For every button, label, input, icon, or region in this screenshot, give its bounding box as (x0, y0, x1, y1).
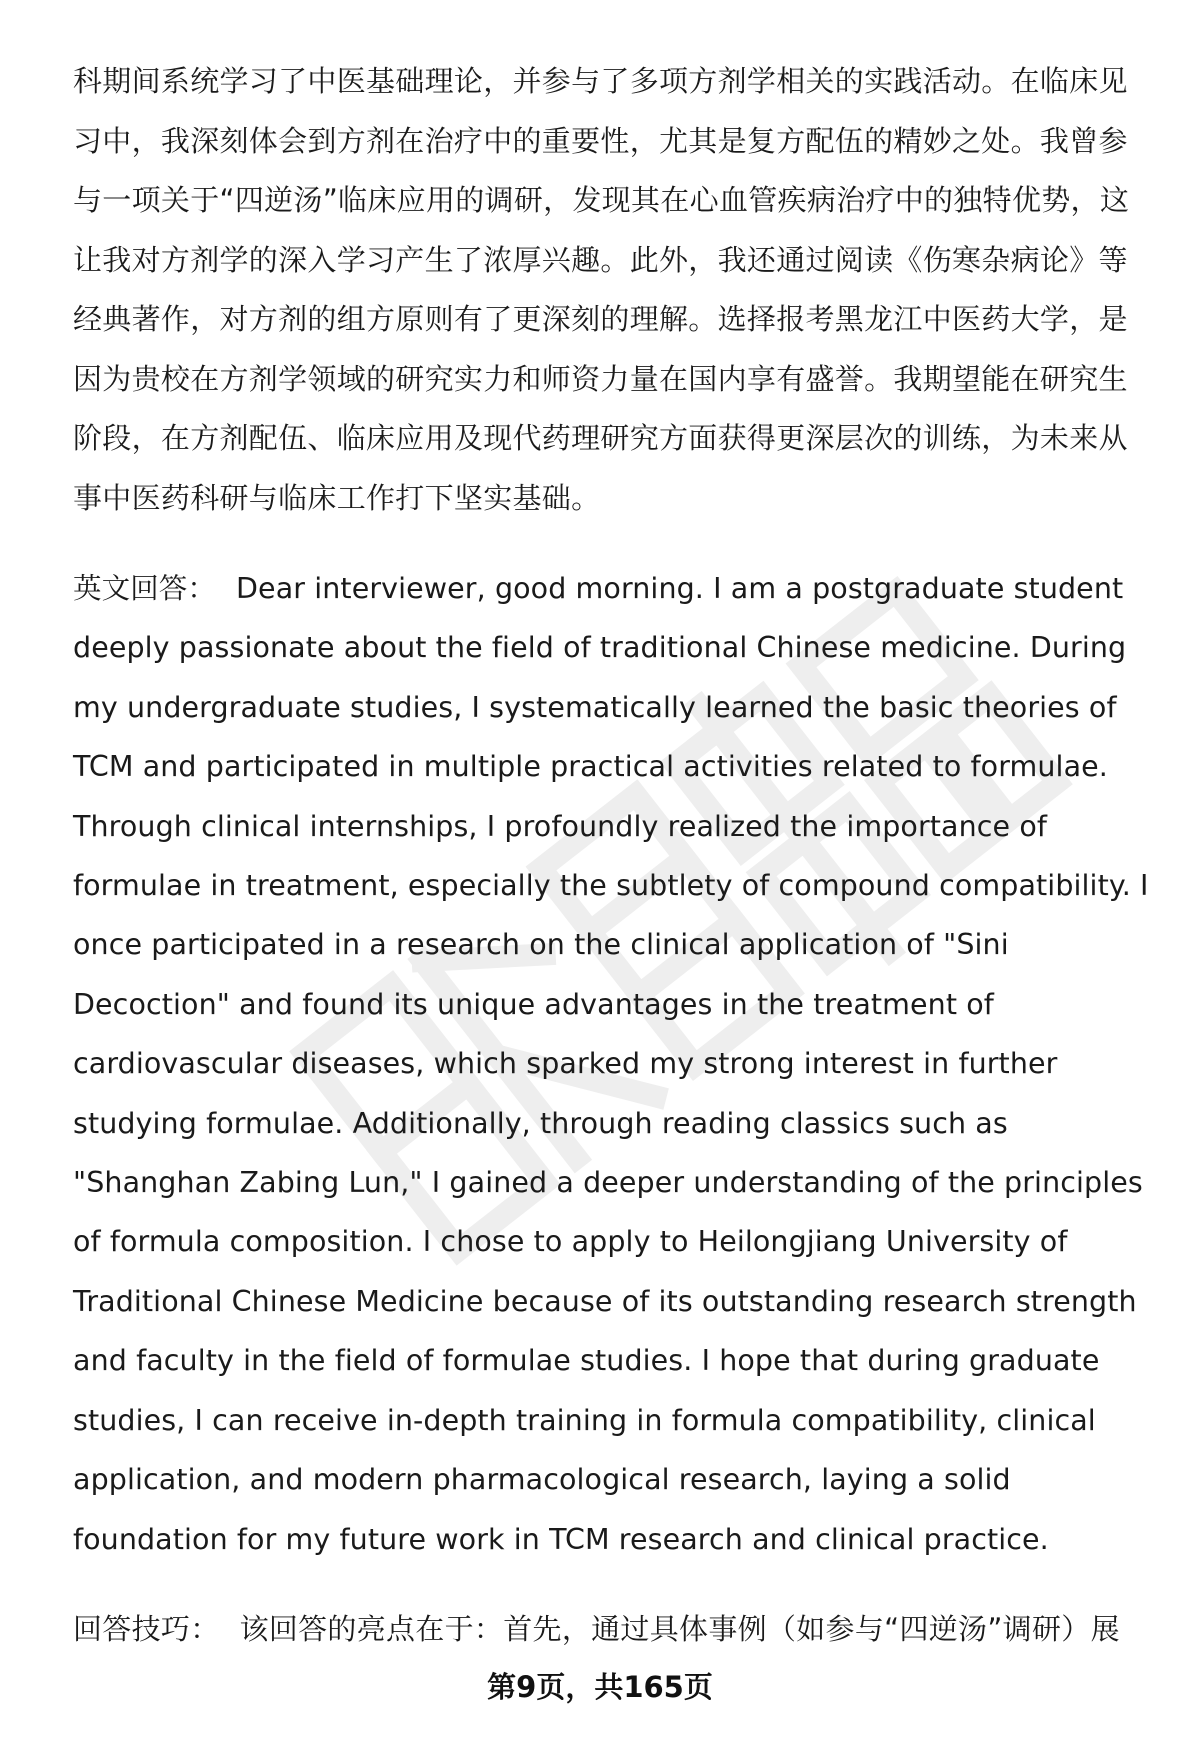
english-answer-text: Dear interviewer, good morning. I am a postgraduate student deeply passionate about the field of traditional Chinese medicine. During my undergraduate studies, I systematically learned the basic theories of TCM and participated in multiple practical activities related to formulae. Through clinical internships, I profoundly realized the importance of formulae in treatment, especially the subtlety of compound compatibility. I once participated in a research on the clinical application of "Sini Decoction" and found its unique advantages in the treatment of cardiovascular diseases, which sparked my strong interest in further studying formulae. Additionally, through reading classics such as "Shanghan Zabing Lun," I gained a deeper understanding of the principles of formula composition. I chose to apply to Heilongjiang University of Traditional Chinese Medicine because of its outstanding research strength and faculty in the field of formulae studies. I hope that during graduate studies, I can receive in-depth training in formula compatibility, clinical application, and modern pharmacological research, laying a solid foundation for my future work in TCM research and clinical practice. (73, 572, 1149, 1556)
answer-tips-label: 回答技巧： (73, 1611, 220, 1646)
chinese-paragraph: 科期间系统学习了中医基础理论，并参与了多项方剂学相关的实践活动。在临床见习中，我深刻体会到方剂在治疗中的重要性，尤其是复方配伍的精妙之处。我曾参与一项关于“四逆汤”临床应用的调研，发现其在心血管疾病治疗中的独特优势，这让我对方剂学的深入学习产生了浓厚兴趣。此外，我还通过阅读《伤寒杂病论》等经典著作，对方剂的组方原则有了更深刻的理解。选择报考黑龙江中医药大学，是因为贵校在方剂学领域的研究实力和师资力量在国内享有盛誉。我期望能在研究生阶段，在方剂配伍、临床应用及现代药理研究方面获得更深层次的训练，为未来从事中医药科研与临床工作打下坚实基础。 (73, 64, 1130, 515)
answer-tips-text: 该回答的亮点在于：首先，通过具体事例（如参与“四逆汤”调研）展 (239, 1611, 1120, 1646)
english-answer-paragraph (73, 559, 1153, 1569)
document-body (73, 52, 1153, 1659)
page-number-footer: 第9页，共165页 (487, 1670, 713, 1704)
answer-tips-paragraph (73, 1600, 1153, 1660)
english-answer-label: 英文回答： (73, 572, 217, 605)
